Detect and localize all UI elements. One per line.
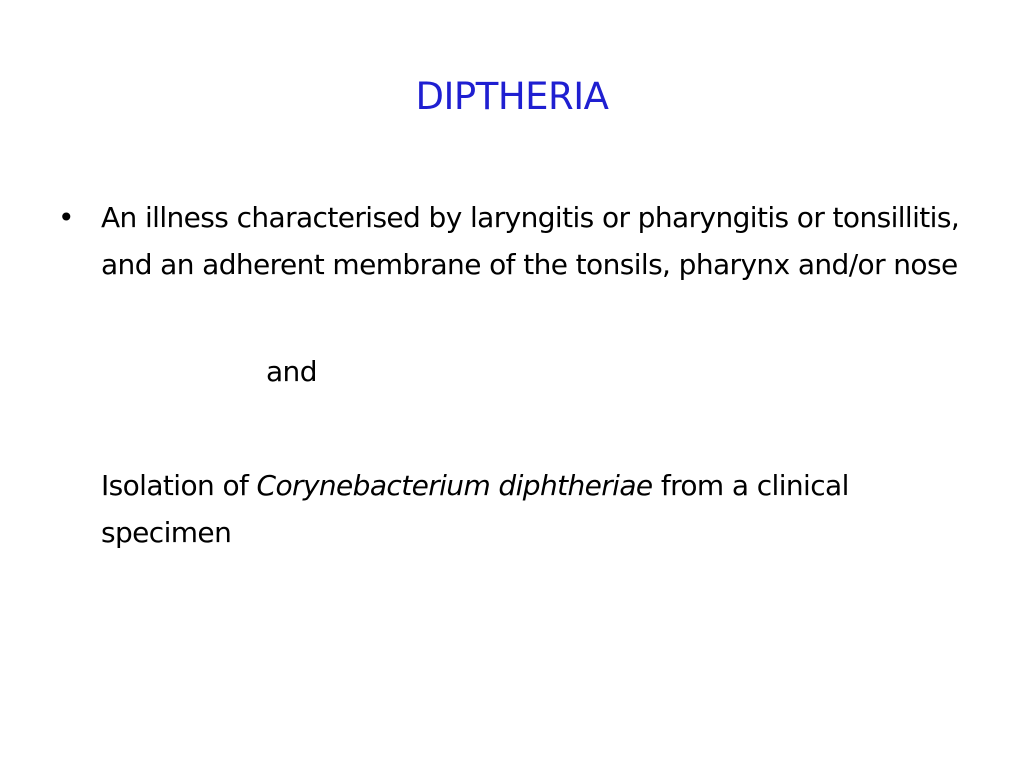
organism-name: Corynebacterium diphtheriae bbox=[256, 469, 653, 502]
connector-text: and bbox=[266, 355, 317, 388]
isolation-prefix: Isolation of bbox=[101, 469, 257, 502]
bullet-icon: • bbox=[58, 201, 75, 234]
slide-title: DIPTHERIA bbox=[415, 75, 609, 118]
bullet-text bbox=[101, 194, 981, 288]
isolation-text bbox=[101, 462, 981, 556]
isolation-suffix: from a clinical specimen bbox=[101, 469, 849, 549]
bullet-paragraph: An illness characterised by laryngitis or pharyngitis or tonsillitis, and an adherent membrane of the tonsils, pharynx and/or nose bbox=[101, 201, 960, 281]
